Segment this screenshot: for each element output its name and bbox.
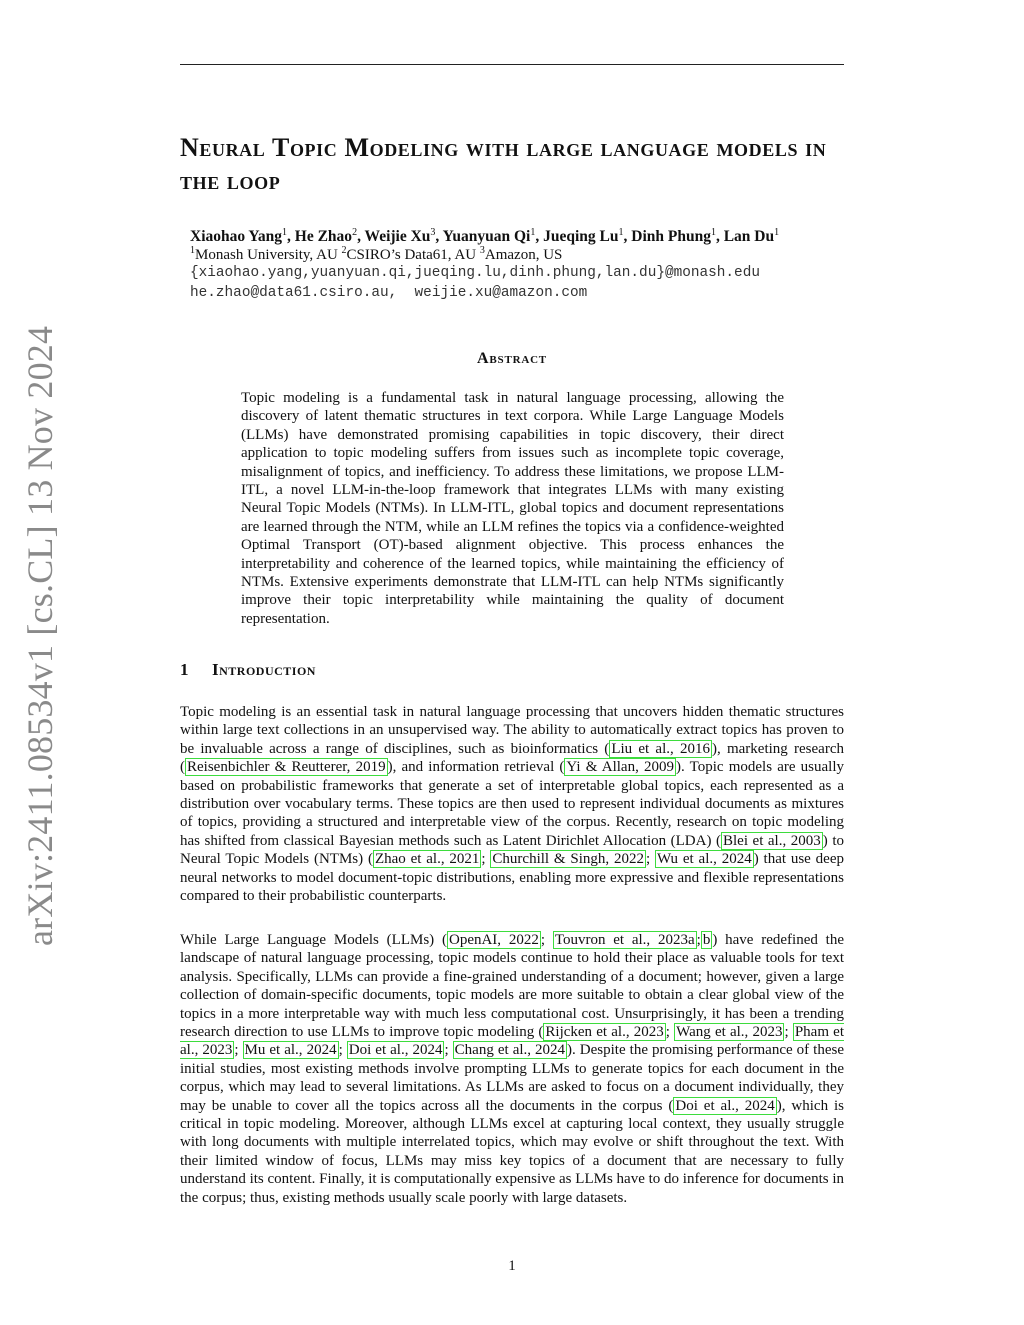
- citation-separator: ;: [665, 1024, 675, 1041]
- section-heading-introduction: [180, 660, 316, 680]
- paragraph-text: ) that use deep neural networks to model document-topic distributions, enabling more expressive and flexible representations compared to their probabilistic counterparts.: [180, 851, 844, 905]
- email-address[interactable]: weijie.xu@amazon.com: [414, 285, 588, 301]
- author-name: Jueqing Lu: [543, 228, 619, 245]
- email-address[interactable]: he.zhao@data61.csiro.au,: [190, 285, 398, 301]
- intro-paragraph-2: [180, 931, 844, 1207]
- paragraph-text: ) have redefined the landscape of natural language processing, topic models continue to hold their place as valuable tools for text analysis. Specifically, LLMs can provide a fine-grained understanding of a document; however, given a large collection of domain-specific documents, topic models are more suitable to obtain a clear global view of the topics in a more interpretable way with much less computational cost. Unsurprisingly, it has been a trending research direction to use LLMs to improve topic modeling (: [180, 932, 844, 1041]
- citation-link[interactable]: Blei et al., 2003: [723, 832, 821, 849]
- paragraph-text: While Large Language Models (LLMs) (: [180, 932, 447, 948]
- paragraph-text: ). Despite the promising performance of these initial studies, most existing methods involve prompting LLMs to generate topics for each document in the corpus, which may lead to several limitations. As LLMs are asked to focus on a document individually, they may be unable to cover all the topics across all the documents in the corpus (: [180, 1042, 844, 1114]
- citation-link[interactable]: Reisenbichler & Reutterer, 2019: [187, 759, 386, 776]
- author-affiliation-mark: 2: [352, 227, 358, 238]
- author-affiliation-mark: 1: [530, 227, 536, 238]
- author-email-line[interactable]: [190, 285, 587, 301]
- intro-paragraph-1: [180, 703, 844, 905]
- header-rule: [180, 64, 844, 65]
- citation-link[interactable]: OpenAI, 2022: [448, 932, 539, 948]
- author-list: Xiaohao Yang$^1$, He Zhao$^2$, Weijie Xu$^3$, Yuanyuan Qi$^1$, Jueqing Lu$^1$, Dinh Phung$^1$, Lan Du$^1$: [190, 227, 780, 245]
- citation-separator: ;: [338, 1042, 347, 1059]
- citation-separator: ;: [784, 1024, 793, 1041]
- author-affiliation-mark: 1: [774, 227, 780, 238]
- paragraph-text: ), and information retrieval (: [387, 759, 565, 776]
- citation-link[interactable]: Churchill & Singh, 2022: [492, 851, 644, 868]
- citation-separator: ;: [234, 1042, 243, 1059]
- section-number: 1: [180, 660, 189, 679]
- citation-link[interactable]: Wu et al., 2024: [657, 851, 752, 868]
- author-affiliation-mark: 1: [282, 227, 288, 238]
- citation-link[interactable]: Doi et al., 2024: [675, 1097, 775, 1114]
- citation-separator: ;: [646, 851, 655, 868]
- citation-separator: ;: [444, 1042, 453, 1059]
- author-affiliation-mark: 1: [710, 227, 716, 238]
- affiliation-mark: 2: [341, 245, 347, 256]
- author-affiliation-mark: 1: [618, 227, 624, 238]
- author-name: He Zhao: [294, 228, 353, 245]
- affiliation-line: [190, 245, 562, 264]
- citation-separator: ;: [696, 932, 701, 948]
- affiliation-name: CSIRO’s Data61, AU: [346, 247, 477, 263]
- paragraph-text: ), marketing research (: [180, 740, 844, 776]
- arxiv-identifier-stamp[interactable]: arXiv:2411.08534v1 [cs.CL] 13 Nov 2024: [20, 325, 60, 946]
- citation-link[interactable]: Wang et al., 2023: [676, 1024, 783, 1041]
- section-title: Introduction: [212, 660, 316, 679]
- citation-separator: ;: [540, 932, 553, 948]
- paragraph-text: Topic modeling is an essential task in natural language processing that uncovers hidden thematic structures within large text collections in an unsupervised way. The ability to automatically extract topics has proven to be invaluable across a range of disciplines, such as bioinformatics (: [180, 704, 844, 757]
- abstract-body: Topic modeling is a fundamental task in natural language processing, allowing the discovery of latent thematic structures in text corpora. While Large Language Models (LLMs) have demonstrated promising capabilities in topic discovery, their direct application to topic modeling suffers from issues such as incomplete topic coverage, misalignment of topics, and inefficiency. To address these limitations, we propose LLM-ITL, a novel LLM-in-the-loop framework that integrates LLMs with many existing Neural Topic Models (NTMs). In LLM-ITL, global topics and document representations are learned through the NTM, while an LLM refines the topics via a confidence-weighted Optimal Transport (OT)-based alignment objective. This process enhances the interpretability and coherence of the learned topics, while maintaining the efficiency of NTMs. Extensive experiments demonstrate that LLM-ITL can help NTMs significantly improve their topic interpretability while maintaining the quality of document representation.: [241, 390, 784, 627]
- citation-link[interactable]: Chang et al., 2024: [454, 1042, 566, 1059]
- author-name: Dinh Phung: [631, 228, 711, 245]
- affiliation-name: Amazon, US: [484, 247, 563, 263]
- affiliation-name: Monash University, AU: [195, 247, 338, 263]
- paragraph-text: ) to Neural Topic Models (NTMs) (: [180, 832, 844, 868]
- citation-link[interactable]: Zhao et al., 2021: [374, 851, 480, 868]
- citation-link[interactable]: Doi et al., 2024: [348, 1042, 443, 1059]
- citation-link[interactable]: Mu et al., 2024: [244, 1042, 337, 1059]
- paragraph-text: ). Topic models are usually based on probabilistic frameworks that generate a set of interpretable global topics, each represented as a distribution over vocabulary terms. These topics are then used to represent individual documents as mixtures of topics, providing a structured and interpretable view of the corpus. Recently, research on topic modeling has shifted from classical Bayesian methods such as Latent Dirichlet Allocation (LDA) (: [180, 759, 845, 849]
- author-name: Xiaohao Yang: [190, 228, 283, 245]
- author-name: Lan Du: [723, 228, 775, 245]
- abstract-heading: Abstract: [477, 350, 547, 367]
- citation-link[interactable]: Liu et al., 2016: [611, 740, 710, 757]
- affiliation-mark: 1: [190, 245, 195, 256]
- affiliation-mark: 3: [479, 245, 485, 256]
- citation-link[interactable]: Rijcken et al., 2023: [545, 1024, 664, 1041]
- author-email-line[interactable]: {xiaohao.yang,yuanyuan.qi,jueqing.lu,dinh.phung,lan.du}@monash.edu: [190, 265, 760, 281]
- citation-separator: ;: [481, 851, 491, 868]
- citation-link[interactable]: Pham et al., 2023: [180, 1024, 845, 1059]
- author-name: Yuanyuan Qi: [442, 228, 531, 245]
- author-affiliation-mark: 3: [430, 227, 436, 238]
- citation-link[interactable]: Touvron et al., 2023a: [554, 932, 695, 948]
- author-name: Weijie Xu: [364, 228, 431, 245]
- citation-link[interactable]: Yi & Allan, 2009: [566, 759, 674, 776]
- citation-link[interactable]: b: [702, 932, 711, 948]
- paragraph-text: ), which is critical in topic modeling. Moreover, although LLMs excel at capturing local context, they usually struggle with long documents with multiple interrelated topics, which may evolve or shift throughout the text. With their limited window of focus, LLMs may miss key topics of a document that are necessary to fully understand its content. Finally, it is computationally expensive as LLMs have to do inference for documents in the corpus; thus, existing methods usually scale poorly with large datasets.: [180, 1097, 844, 1206]
- paper-title: Neural Topic Modeling with large language models in the loop: [180, 133, 827, 195]
- page-number: 1: [508, 1258, 516, 1274]
